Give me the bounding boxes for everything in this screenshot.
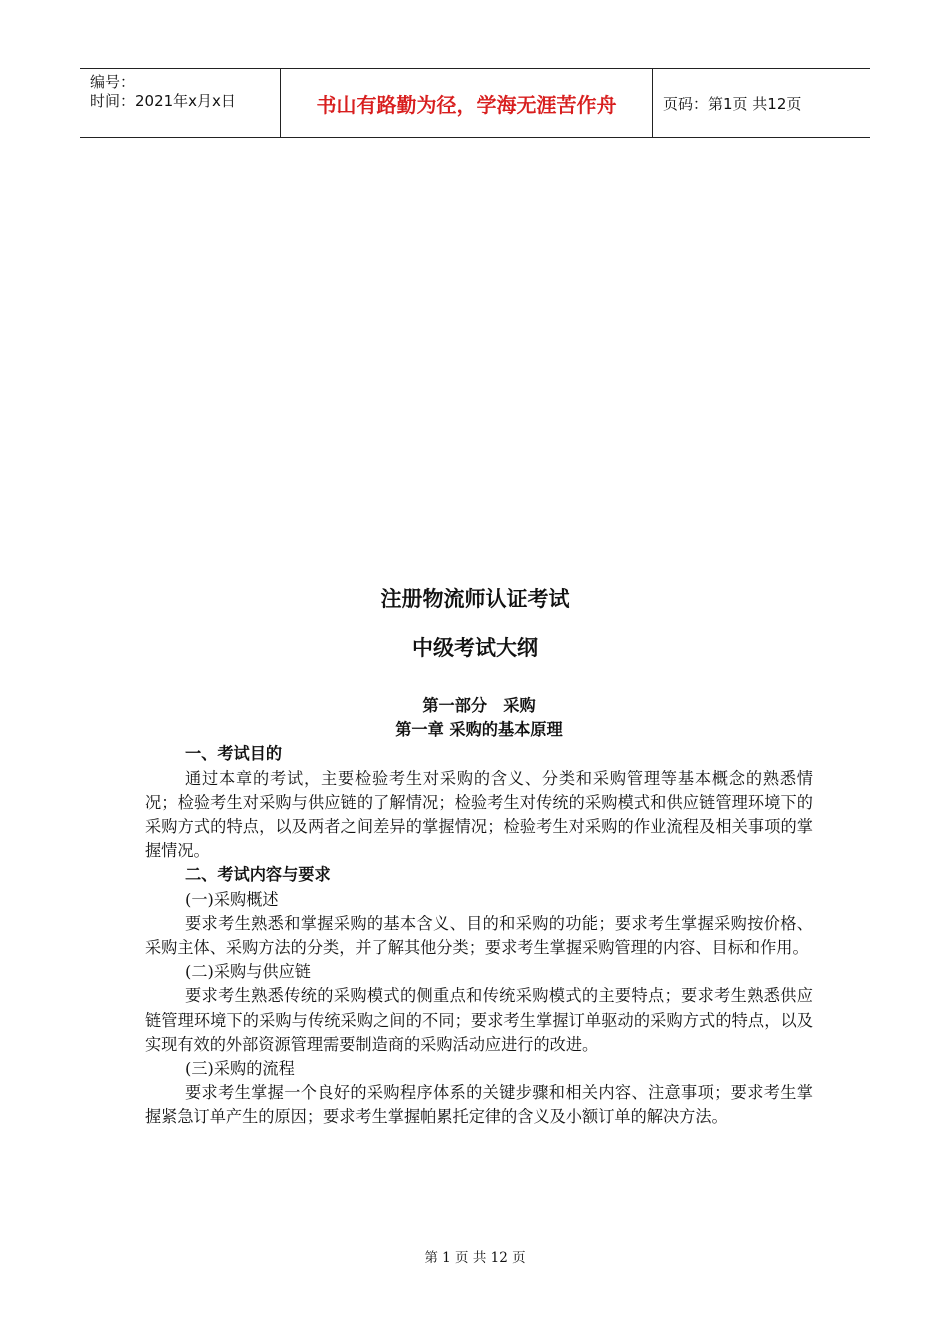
doc-title-line2: 中级考试大纲 bbox=[412, 636, 538, 660]
header-meta-cell bbox=[80, 69, 281, 137]
doc-title-line1: 注册物流师认证考试 bbox=[380, 587, 570, 611]
paragraph-exam-purpose: 通过本章的考试，主要检验考生对采购的含义、分类和采购管理等基本概念的熟悉情况；检验考生对采购与供应链的了解情况；检验考生对传统的采购模式和供应链管理环境下的采购方式的特点，以及两者之间差异的掌握情况；检验考生对采购的作业流程及相关事项的掌握情况。 bbox=[145, 768, 813, 861]
chapter-heading: 第一章 采购的基本原理 bbox=[395, 720, 563, 740]
heading-exam-purpose: 一、考试目的 bbox=[185, 744, 283, 764]
document-body bbox=[145, 694, 813, 1130]
paragraph-process: 要求考生掌握一个良好的采购程序体系的关键步骤和相关内容、注意事项；要求考生掌握紧急订单产生的原因；要求考生掌握帕累托定律的含义及小额订单的解决方法。 bbox=[145, 1083, 813, 1127]
header-motto: 书山有路勤为径，学海无涯苦作舟 bbox=[281, 69, 653, 137]
subheading-overview: (一)采购概述 bbox=[185, 889, 279, 909]
part-heading: 第一部分 采购 bbox=[422, 696, 536, 715]
subheading-process: (三)采购的流程 bbox=[185, 1059, 295, 1079]
page-footer: 第 1 页 共 12 页 bbox=[424, 1250, 526, 1266]
paragraph-supply-chain: 要求考生熟悉传统的采购模式的侧重点和传统采购模式的主要特点；要求考生熟悉供应链管理环境下的采购与传统采购之间的不同；要求考生掌握订单驱动的采购方式的特点，以及实现有效的外部资源管理需要制造商的采购活动应进行的改进。 bbox=[145, 986, 813, 1054]
header-page-info: 页码：第1页 共12页 bbox=[663, 94, 802, 113]
paragraph-overview: 要求考生熟悉和掌握采购的基本含义、目的和采购的功能；要求考生掌握采购按价格、采购主体、采购方法的分类，并了解其他分类；要求考生掌握采购管理的内容、目标和作用。 bbox=[145, 913, 813, 958]
heading-exam-content: 二、考试内容与要求 bbox=[185, 865, 331, 885]
time-label: 时间：2021年x月x日 bbox=[90, 92, 236, 110]
page-header bbox=[80, 68, 870, 138]
number-label: 编号： bbox=[90, 73, 136, 91]
subheading-supply-chain: (二)采购与供应链 bbox=[185, 962, 311, 982]
